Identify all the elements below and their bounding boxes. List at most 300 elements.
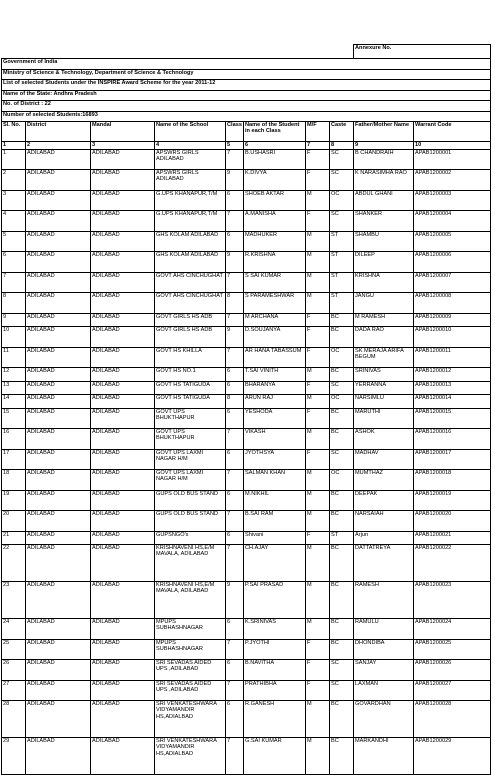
header-list-title: List of selected Students under the INSPIRE Award Scheme for the year 2011-12: [2, 80, 491, 91]
cell-parent-name: GOVARDHAN: [354, 701, 414, 738]
cell-class: 9: [226, 170, 244, 191]
cell-district: ADILABAD: [26, 252, 91, 273]
cell-district: ADILABAD: [26, 429, 91, 450]
cell-school-name: GOVT HS TATIGUDA: [155, 381, 226, 395]
cell-sl-no: 22: [2, 545, 26, 582]
header-district-count: No. of District : 22: [2, 101, 491, 112]
table-row: [2, 313, 491, 327]
cell-district: ADILABAD: [26, 313, 91, 327]
table-row: [2, 639, 491, 660]
cell-warrant-code: APAB1200001: [414, 149, 491, 170]
cell-district: ADILABAD: [26, 272, 91, 293]
cell-student-name: BHARANYA: [244, 381, 306, 395]
cell-mandal: ADILABAD: [91, 293, 155, 314]
cell-sl-no: 18: [2, 470, 26, 491]
table-row: [2, 545, 491, 582]
column-number: 5: [226, 142, 244, 150]
cell-parent-name: SHANKER: [354, 211, 414, 232]
cell-parent-name: MARUTHI: [354, 408, 414, 429]
column-header: Class: [226, 122, 244, 142]
cell-sl-no: 28: [2, 701, 26, 738]
cell-mandal: ADILABAD: [91, 545, 155, 582]
table-row: [2, 511, 491, 532]
table-row: [2, 470, 491, 491]
cell-district: ADILABAD: [26, 619, 91, 640]
cell-mandal: ADILABAD: [91, 470, 155, 491]
cell-school-name: MPUPS SUBHASHNAGAR: [155, 619, 226, 640]
cell-gender: F: [306, 408, 330, 429]
cell-parent-name: DILEEP: [354, 252, 414, 273]
cell-student-name: S SAI KUMAR: [244, 272, 306, 293]
header-line-row: [2, 90, 491, 101]
cell-parent-name: MADHAV: [354, 449, 414, 470]
cell-class: 7: [226, 272, 244, 293]
cell-parent-name: SK MERAJA ARIFA BEGUM: [354, 347, 414, 368]
cell-school-name: GHS KOLAM ADILABAD: [155, 231, 226, 252]
cell-sl-no: 3: [2, 190, 26, 211]
cell-caste: BC: [330, 511, 354, 532]
cell-district: ADILABAD: [26, 149, 91, 170]
cell-school-name: KRISHNAVENI HS,E/M MAVALA, ADILABAD: [155, 582, 226, 619]
cell-mandal: ADILABAD: [91, 408, 155, 429]
cell-mandal: ADILABAD: [91, 252, 155, 273]
cell-sl-no: 6: [2, 252, 26, 273]
cell-mandal: ADILABAD: [91, 381, 155, 395]
cell-parent-name: DEEPAK: [354, 490, 414, 511]
cell-district: ADILABAD: [26, 490, 91, 511]
cell-warrant-code: APAB1200010: [414, 327, 491, 348]
column-header: Sl. No.: [2, 122, 26, 142]
cell-student-name: B.USHASRI: [244, 149, 306, 170]
cell-warrant-code: APAB1200008: [414, 293, 491, 314]
cell-mandal: ADILABAD: [91, 639, 155, 660]
cell-school-name: GUPS OLD BUS STAND: [155, 490, 226, 511]
cell-parent-name: Arjun: [354, 531, 414, 545]
cell-gender: M: [306, 272, 330, 293]
cell-class: 7: [226, 545, 244, 582]
cell-warrant-code: APAB1200023: [414, 582, 491, 619]
cell-caste: OC: [330, 190, 354, 211]
cell-warrant-code: APAB1200013: [414, 381, 491, 395]
cell-mandal: ADILABAD: [91, 449, 155, 470]
cell-mandal: ADILABAD: [91, 149, 155, 170]
table-row: [2, 170, 491, 191]
cell-mandal: ADILABAD: [91, 272, 155, 293]
cell-parent-name: NARSIMLU: [354, 395, 414, 409]
cell-class: 6: [226, 231, 244, 252]
cell-parent-name: DADA RAO: [354, 327, 414, 348]
cell-mandal: ADILABAD: [91, 619, 155, 640]
cell-student-name: K.DIVYA: [244, 170, 306, 191]
column-header: District: [26, 122, 91, 142]
cell-caste: SC: [330, 170, 354, 191]
cell-district: ADILABAD: [26, 293, 91, 314]
cell-caste: OC: [330, 347, 354, 368]
column-number: 6: [244, 142, 306, 150]
cell-caste: ST: [330, 252, 354, 273]
cell-caste: BC: [330, 327, 354, 348]
cell-gender: M: [306, 429, 330, 450]
cell-sl-no: 26: [2, 660, 26, 681]
header-student-count: Number of selected Students:16893: [2, 111, 491, 122]
cell-school-name: GHS KOLAM ADILABAD: [155, 252, 226, 273]
cell-caste: OC: [330, 395, 354, 409]
table-row: [2, 395, 491, 409]
cell-gender: M: [306, 368, 330, 382]
cell-gender: F: [306, 327, 330, 348]
cell-class: 6: [226, 619, 244, 640]
cell-student-name: P.SAI PRASAD: [244, 582, 306, 619]
cell-gender: M: [306, 511, 330, 532]
column-number: 9: [354, 142, 414, 150]
table-row: [2, 211, 491, 232]
table-row: [2, 252, 491, 273]
cell-school-name: APSWRS GIRLS ADILABAD: [155, 149, 226, 170]
cell-mandal: ADILABAD: [91, 170, 155, 191]
cell-district: ADILABAD: [26, 582, 91, 619]
cell-student-name: VIKASH: [244, 429, 306, 450]
cell-sl-no: 2: [2, 170, 26, 191]
cell-student-name: SALMAN KHAN: [244, 470, 306, 491]
cell-parent-name: B CHANDRAIH: [354, 149, 414, 170]
cell-gender: M: [306, 582, 330, 619]
spreadsheet: [0, 44, 495, 775]
cell-sl-no: 29: [2, 738, 26, 775]
column-number: 7: [306, 142, 330, 150]
cell-student-name: D.SOUJANYA: [244, 327, 306, 348]
header-ministry: Ministry of Science & Technology, Department of Science & Technology: [2, 69, 491, 80]
header-line-row: [2, 80, 491, 91]
cell-school-name: GOVT UPS LAXMI NAGAR H/M: [155, 470, 226, 491]
cell-sl-no: 20: [2, 511, 26, 532]
cell-school-name: GOVT HS NO.1: [155, 368, 226, 382]
cell-mandal: ADILABAD: [91, 701, 155, 738]
cell-mandal: ADILABAD: [91, 231, 155, 252]
cell-class: 9: [226, 582, 244, 619]
cell-student-name: T.SAI VINITH: [244, 368, 306, 382]
cell-sl-no: 7: [2, 272, 26, 293]
cell-class: 7: [226, 470, 244, 491]
column-number: 4: [155, 142, 226, 150]
cell-school-name: GOVT HS TATIGUDA: [155, 395, 226, 409]
cell-student-name: P.JYOTHI: [244, 639, 306, 660]
cell-student-name: K.SRINIVAS: [244, 619, 306, 640]
cell-parent-name: SRINIVAS: [354, 368, 414, 382]
cell-school-name: SRI SEVADAS AIDED UPS ,ADILABAD: [155, 660, 226, 681]
cell-student-name: M.NIKHIL: [244, 490, 306, 511]
cell-sl-no: 12: [2, 368, 26, 382]
cell-student-name: M ARCHANA: [244, 313, 306, 327]
cell-school-name: KRISHNAVENI HS,E/M MAVALA, ADILABAD: [155, 545, 226, 582]
cell-mandal: ADILABAD: [91, 582, 155, 619]
cell-gender: M: [306, 293, 330, 314]
cell-warrant-code: APAB1200007: [414, 272, 491, 293]
table-row: [2, 619, 491, 640]
cell-sl-no: 24: [2, 619, 26, 640]
cell-school-name: GOVT UPS BHUKTHAPUR: [155, 408, 226, 429]
cell-school-name: GUPS OLD BUS STAND: [155, 511, 226, 532]
header-line-row: [2, 69, 491, 80]
cell-sl-no: 1: [2, 149, 26, 170]
column-number: 2: [26, 142, 91, 150]
cell-gender: F: [306, 313, 330, 327]
cell-sl-no: 11: [2, 347, 26, 368]
cell-class: 7: [226, 738, 244, 775]
column-header: M/F: [306, 122, 330, 142]
cell-warrant-code: APAB1200017: [414, 449, 491, 470]
header-state: Name of the State: Andhra Pradesh: [2, 90, 491, 101]
column-number: 10: [414, 142, 491, 150]
cell-parent-name: ABDUL GHANI: [354, 190, 414, 211]
cell-class: 6: [226, 531, 244, 545]
cell-caste: BC: [330, 408, 354, 429]
cell-school-name: G.UPS KHANAPUR,T/M: [155, 190, 226, 211]
cell-sl-no: 27: [2, 680, 26, 701]
cell-gender: M: [306, 545, 330, 582]
column-header: Warrant Code: [414, 122, 491, 142]
column-number: 3: [91, 142, 155, 150]
table-row: [2, 490, 491, 511]
cell-warrant-code: APAB1200021: [414, 531, 491, 545]
cell-warrant-code: APAB1200028: [414, 701, 491, 738]
cell-school-name: SRI VENKATESHWARA VIDYAMANDIR HS,ADIALBAD: [155, 738, 226, 775]
students-table: [1, 44, 491, 775]
cell-student-name: S PARAMESHWAR: [244, 293, 306, 314]
table-row: [2, 368, 491, 382]
cell-warrant-code: APAB1200011: [414, 347, 491, 368]
cell-caste: BC: [330, 639, 354, 660]
cell-student-name: MADHUKER: [244, 231, 306, 252]
table-row: [2, 327, 491, 348]
cell-caste: BC: [330, 619, 354, 640]
cell-student-name: R.GANESH: [244, 701, 306, 738]
cell-gender: F: [306, 381, 330, 395]
cell-class: 6: [226, 381, 244, 395]
column-header: Mandal: [91, 122, 155, 142]
cell-school-name: GOVT HS KHILLA: [155, 347, 226, 368]
cell-student-name: B.NAVITHA: [244, 660, 306, 681]
cell-mandal: ADILABAD: [91, 429, 155, 450]
column-header: Name of the School: [155, 122, 226, 142]
header-government: Government of India: [2, 59, 491, 70]
cell-warrant-code: APAB1200009: [414, 313, 491, 327]
cell-warrant-code: APAB1200016: [414, 429, 491, 450]
cell-warrant-code: APAB1200003: [414, 190, 491, 211]
cell-gender: M: [306, 619, 330, 640]
cell-mandal: ADILABAD: [91, 738, 155, 775]
cell-student-name: A.MANISHA: [244, 211, 306, 232]
cell-district: ADILABAD: [26, 190, 91, 211]
cell-warrant-code: APAB1200020: [414, 511, 491, 532]
cell-sl-no: 21: [2, 531, 26, 545]
cell-parent-name: RAMULU: [354, 619, 414, 640]
cell-parent-name: ASHOK: [354, 429, 414, 450]
cell-district: ADILABAD: [26, 449, 91, 470]
cell-warrant-code: APAB1200025: [414, 639, 491, 660]
cell-sl-no: 5: [2, 231, 26, 252]
cell-warrant-code: APAB1200012: [414, 368, 491, 382]
cell-gender: F: [306, 531, 330, 545]
cell-warrant-code: APAB1200006: [414, 252, 491, 273]
table-row: [2, 531, 491, 545]
cell-mandal: ADILABAD: [91, 347, 155, 368]
cell-district: ADILABAD: [26, 170, 91, 191]
cell-mandal: ADILABAD: [91, 531, 155, 545]
cell-parent-name: DHONDIBA: [354, 639, 414, 660]
column-number: 1: [2, 142, 26, 150]
cell-class: 9: [226, 252, 244, 273]
header-line-row: [2, 59, 491, 70]
cell-caste: OC: [330, 470, 354, 491]
table-row: [2, 347, 491, 368]
cell-class: 8: [226, 293, 244, 314]
cell-student-name: ARUN RAJ: [244, 395, 306, 409]
cell-sl-no: 14: [2, 395, 26, 409]
annexure-row: [2, 45, 491, 59]
cell-caste: BC: [330, 429, 354, 450]
cell-caste: BC: [330, 313, 354, 327]
cell-parent-name: YERRANNA: [354, 381, 414, 395]
cell-mandal: ADILABAD: [91, 395, 155, 409]
column-header: Caste: [330, 122, 354, 142]
cell-gender: F: [306, 149, 330, 170]
cell-district: ADILABAD: [26, 511, 91, 532]
header-line-row: [2, 111, 491, 122]
cell-caste: SC: [330, 211, 354, 232]
cell-district: ADILABAD: [26, 660, 91, 681]
cell-mandal: ADILABAD: [91, 680, 155, 701]
table-row: [2, 231, 491, 252]
cell-warrant-code: APAB1200019: [414, 490, 491, 511]
cell-class: 6: [226, 368, 244, 382]
cell-caste: SC: [330, 149, 354, 170]
cell-district: ADILABAD: [26, 368, 91, 382]
cell-district: ADILABAD: [26, 701, 91, 738]
cell-mandal: ADILABAD: [91, 313, 155, 327]
column-header-row: [2, 122, 491, 142]
cell-warrant-code: APAB1200026: [414, 660, 491, 681]
cell-school-name: GOVT UPS BHUKTHAPUR: [155, 429, 226, 450]
cell-warrant-code: APAB1200022: [414, 545, 491, 582]
cell-district: ADILABAD: [26, 545, 91, 582]
cell-gender: M: [306, 701, 330, 738]
cell-sl-no: 4: [2, 211, 26, 232]
column-header: Father/Mother Name: [354, 122, 414, 142]
cell-student-name: AR HANA TABASSUM: [244, 347, 306, 368]
cell-student-name: JYOTHSYA: [244, 449, 306, 470]
cell-school-name: APSWRS GIRLS ADILABAD: [155, 170, 226, 191]
cell-district: ADILABAD: [26, 327, 91, 348]
cell-school-name: GOVT AHS CINCHUGHAT: [155, 293, 226, 314]
cell-caste: BC: [330, 738, 354, 775]
cell-parent-name: MUMTHAZ: [354, 470, 414, 491]
cell-mandal: ADILABAD: [91, 660, 155, 681]
cell-district: ADILABAD: [26, 738, 91, 775]
cell-school-name: MPUPS SUBHASHNAGAR: [155, 639, 226, 660]
header-line-row: [2, 101, 491, 112]
table-row: [2, 293, 491, 314]
cell-caste: ST: [330, 272, 354, 293]
table-row: [2, 272, 491, 293]
cell-caste: BC: [330, 582, 354, 619]
cell-class: 7: [226, 313, 244, 327]
column-header: Name of the Student in each Class: [244, 122, 306, 142]
cell-caste: SC: [330, 381, 354, 395]
cell-caste: SC: [330, 680, 354, 701]
column-number-row: [2, 142, 491, 150]
cell-school-name: GOVT GIRLS HS ADB: [155, 313, 226, 327]
cell-class: 9: [226, 327, 244, 348]
cell-warrant-code: APAB1200027: [414, 680, 491, 701]
cell-caste: BC: [330, 368, 354, 382]
cell-parent-name: NARSAIAH: [354, 511, 414, 532]
cell-parent-name: MARKANDHI: [354, 738, 414, 775]
cell-district: ADILABAD: [26, 470, 91, 491]
annexure-label: Annexure No.: [354, 45, 491, 59]
cell-parent-name: RAMESH: [354, 582, 414, 619]
cell-warrant-code: APAB1200005: [414, 231, 491, 252]
cell-class: 7: [226, 211, 244, 232]
cell-sl-no: 25: [2, 639, 26, 660]
cell-caste: SC: [330, 660, 354, 681]
cell-warrant-code: APAB1200024: [414, 619, 491, 640]
cell-caste: ST: [330, 293, 354, 314]
cell-sl-no: 17: [2, 449, 26, 470]
cell-student-name: B.SAI RAM: [244, 511, 306, 532]
cell-caste: BC: [330, 701, 354, 738]
cell-warrant-code: APAB1200002: [414, 170, 491, 191]
cell-parent-name: SHAMBU: [354, 231, 414, 252]
cell-district: ADILABAD: [26, 395, 91, 409]
table-row: [2, 582, 491, 619]
cell-parent-name: M RAMESH: [354, 313, 414, 327]
cell-mandal: ADILABAD: [91, 511, 155, 532]
cell-class: 7: [226, 639, 244, 660]
cell-district: ADILABAD: [26, 347, 91, 368]
cell-gender: M: [306, 395, 330, 409]
cell-parent-name: DATTATREYA: [354, 545, 414, 582]
cell-class: 6: [226, 449, 244, 470]
table-row: [2, 738, 491, 775]
cell-class: 6: [226, 190, 244, 211]
cell-class: 6: [226, 701, 244, 738]
cell-sl-no: 13: [2, 381, 26, 395]
cell-gender: M: [306, 470, 330, 491]
cell-sl-no: 16: [2, 429, 26, 450]
cell-parent-name: LAXMAN: [354, 680, 414, 701]
cell-sl-no: 19: [2, 490, 26, 511]
cell-mandal: ADILABAD: [91, 327, 155, 348]
table-row: [2, 408, 491, 429]
cell-district: ADILABAD: [26, 531, 91, 545]
cell-parent-name: KRISHNA: [354, 272, 414, 293]
cell-caste: ST: [330, 231, 354, 252]
cell-class: 6: [226, 408, 244, 429]
cell-district: ADILABAD: [26, 680, 91, 701]
cell-mandal: ADILABAD: [91, 368, 155, 382]
cell-gender: M: [306, 231, 330, 252]
cell-class: 7: [226, 347, 244, 368]
cell-parent-name: JANGU: [354, 293, 414, 314]
cell-school-name: GUPSNGO's: [155, 531, 226, 545]
cell-school-name: GOVT UPS LAXMI NAGAR H/M: [155, 449, 226, 470]
cell-student-name: Shivani: [244, 531, 306, 545]
cell-sl-no: 15: [2, 408, 26, 429]
cell-school-name: GOVT AHS CINCHUGHAT: [155, 272, 226, 293]
table-row: [2, 429, 491, 450]
cell-gender: F: [306, 449, 330, 470]
cell-mandal: ADILABAD: [91, 490, 155, 511]
